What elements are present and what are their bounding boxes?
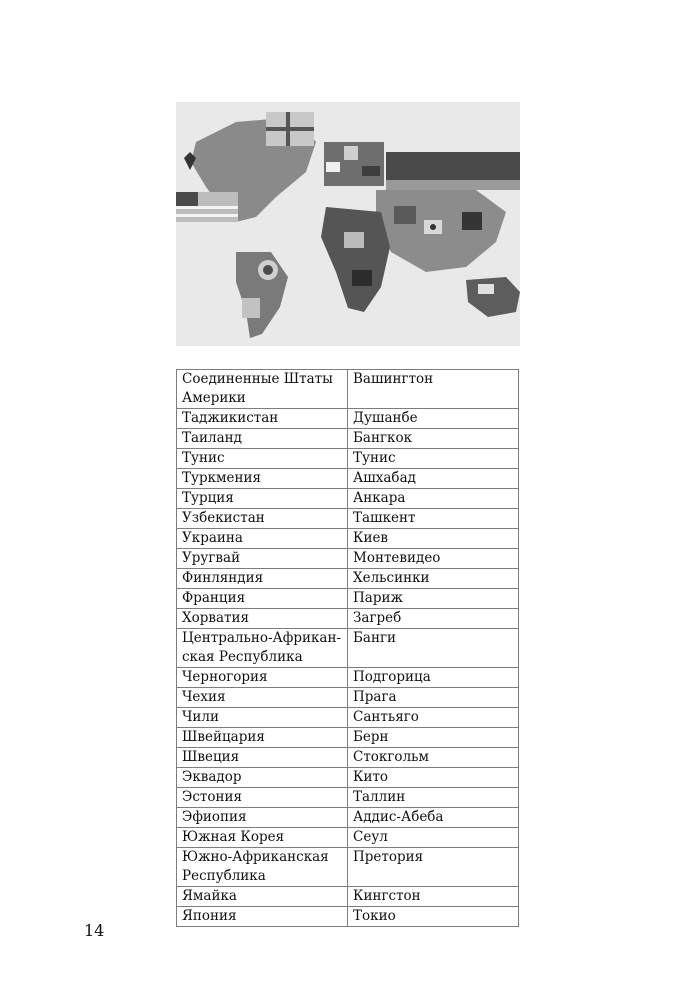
capital-cell: Анкара (348, 489, 519, 509)
capital-cell: Кито (348, 768, 519, 788)
country-cell: Туркмения (177, 469, 348, 489)
capital-cell: Подгорица (348, 668, 519, 688)
table-row (177, 848, 519, 887)
country-cell: Хорватия (177, 609, 348, 629)
country-cell: Украина (177, 529, 348, 549)
capital-cell: Стокгольм (348, 748, 519, 768)
table-row (177, 529, 519, 549)
country-cell: Швеция (177, 748, 348, 768)
capital-cell: Прага (348, 688, 519, 708)
capital-cell: Претория (348, 848, 519, 887)
country-cell: Ямайка (177, 887, 348, 907)
table-row (177, 449, 519, 469)
capital-cell: Бангкок (348, 429, 519, 449)
table-row (177, 469, 519, 489)
country-cell: Эквадор (177, 768, 348, 788)
country-cell: Таджикистан (177, 409, 348, 429)
table-row (177, 569, 519, 589)
capital-cell: Хельсинки (348, 569, 519, 589)
table-row (177, 429, 519, 449)
capital-cell: Ашхабад (348, 469, 519, 489)
country-cell: Эфиопия (177, 808, 348, 828)
table-row (177, 688, 519, 708)
table-row (177, 668, 519, 688)
country-cell: Франция (177, 589, 348, 609)
country-cell: Чехия (177, 688, 348, 708)
table-row (177, 549, 519, 569)
capital-cell: Вашингтон (348, 370, 519, 409)
country-cell: Соединенные Штаты Америки (177, 370, 348, 409)
capital-cell: Киев (348, 529, 519, 549)
country-cell: Южно-Африканская Республика (177, 848, 348, 887)
table-row (177, 907, 519, 927)
table-row (177, 728, 519, 748)
table-row (177, 609, 519, 629)
country-cell: Япония (177, 907, 348, 927)
country-cell: Южная Корея (177, 828, 348, 848)
table-row (177, 748, 519, 768)
capital-cell: Банги (348, 629, 519, 668)
capital-cell: Кингстон (348, 887, 519, 907)
country-cell: Уругвай (177, 549, 348, 569)
country-cell: Турция (177, 489, 348, 509)
country-cell: Чили (177, 708, 348, 728)
table-row (177, 768, 519, 788)
table-row (177, 808, 519, 828)
table-row (177, 370, 519, 409)
capital-cell: Ташкент (348, 509, 519, 529)
capital-cell: Аддис-Абеба (348, 808, 519, 828)
world-flags-map-image (176, 102, 520, 346)
country-cell: Эстония (177, 788, 348, 808)
country-cell: Узбекистан (177, 509, 348, 529)
capital-cell: Сантьяго (348, 708, 519, 728)
capital-cell: Берн (348, 728, 519, 748)
table-row (177, 708, 519, 728)
table-row (177, 788, 519, 808)
table-row (177, 489, 519, 509)
capital-cell: Монтевидео (348, 549, 519, 569)
table-row (177, 887, 519, 907)
country-cell: Тунис (177, 449, 348, 469)
capital-cell: Загреб (348, 609, 519, 629)
table-row (177, 589, 519, 609)
capitals-table-body (177, 370, 519, 927)
country-cell: Швейцария (177, 728, 348, 748)
country-cell: Черногория (177, 668, 348, 688)
page-number: 14 (84, 921, 105, 940)
table-row (177, 828, 519, 848)
capital-cell: Токио (348, 907, 519, 927)
capital-cell: Сеул (348, 828, 519, 848)
capitals-table (176, 369, 519, 927)
capital-cell: Таллин (348, 788, 519, 808)
country-cell: Финляндия (177, 569, 348, 589)
capital-cell: Тунис (348, 449, 519, 469)
table-row (177, 509, 519, 529)
capital-cell: Душанбе (348, 409, 519, 429)
table-row (177, 409, 519, 429)
country-cell: Центрально-Африканская Республика (177, 629, 348, 668)
table-row (177, 629, 519, 668)
country-cell: Таиланд (177, 429, 348, 449)
capital-cell: Париж (348, 589, 519, 609)
